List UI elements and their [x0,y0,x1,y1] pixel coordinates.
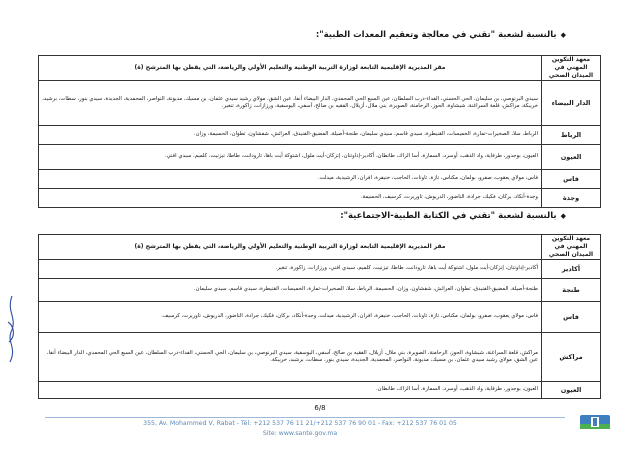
section-title-2 [340,211,566,221]
table-sterilization [38,55,601,208]
section-title-text: بالنسبة لشعبة "تقني في معالجة وتعقيم المعدات الطبية": [315,30,557,40]
row-city: الرباط [542,126,601,145]
table-row [39,333,601,382]
row-city: العيون [542,145,601,170]
table-row [39,81,601,126]
header-directorates: مقر المديرية الإقليمية التابعة لوزارة التربية الوطنية والتعليم الأولي والرياضة، التي يقطن بها المترشح (ة) [39,235,542,260]
row-city: طنجة [542,279,601,302]
row-city: فاس [542,170,601,189]
table-header-row [39,56,601,81]
row-provinces: فاس، مولاي يعقوب، صفرو، بولمان، مكناس، تازة، تاونات، الحاجب، خنيفرة، افران، الرشيدية، ميدلت. [39,170,542,189]
section-title-1 [316,30,566,40]
table-row [39,260,601,279]
bullet-icon: ◆ [560,31,566,39]
row-city: مراكش [542,333,601,382]
row-city: أكادير [542,260,601,279]
page-number: 6/8 [314,404,326,412]
ministry-logo-icon [578,412,612,434]
row-city: وجدة [542,189,601,208]
footer-divider [45,417,565,418]
handwritten-signature [2,292,24,372]
row-provinces: العيون، بوجدور، طرفاية، واد الذهب، أوسرد، السمارة، أسا الزاك، طانطان. [39,382,542,399]
table-medical-secretariat [38,234,601,399]
row-provinces: سيدي البرنوصي، بن سليمان، الحي الحسني، الفداء-درب السلطان، عين السبع الحي المحمدي، الدار البيضاء أنفا، عين الشق، مولاي رشيد سيدي عثمان، بن مسيك، مديونة، النواصر، المحمدية، الجديدة، سيدي بنور، سطات، برشيد، خريبكة، مراكش، قلعة السراغنة، شيشاوة، الحوز، الرحامنة، الصويرة، بني ملال، أزيلال، الفقيه بن صالح، آسفي، اليوسفية، ورزازات، زاكورة، تنغير. [39,81,542,126]
header-directorates: مقر المديرية الإقليمية التابعة لوزارة التربية الوطنية والتعليم الأولي والرياضة، التي يقطن بها المترشح (ة) [39,56,542,81]
row-provinces: فاس، مولاي يعقوب، صفرو، بولمان، مكناس، تازة، تاونات، الحاجب، خنيفرة، افران، الرشيدية، ميدلت، وجدة-أنكاد، بركان، فكيك، جرادة، الناضور، الدريوش، تاوريرت، كرسيف. [39,302,542,333]
bullet-icon: ◆ [560,212,566,220]
row-provinces: مراكش، قلعة السراغنة، شيشاوة، الحوز، الرحامنة، الصويرة، بني ملال، أزيلال، الفقيه بن صالح، آسفي، اليوسفية، سيدي البرنوصي، بن سليمان، الحي الحسني، الفداء-درب السلطان، عين السبع الحي المحمدي، الدار البيضاء أنفا، عين الشق، مولاي رشيد سيدي عثمان، بن مسيك، مديونة، النواصر، المحمدية، الجديدة، سيدي بنور، سطات، برشيد، خريبكة. [39,333,542,382]
header-institute: معهد التكوين المهني في الميدان الصحي [542,235,601,260]
row-provinces: طنجة-أصيلة، المضيق-الفنيدق، تطوان، العرائش، شفشاون، وزان، الحسيمة، الرباط، سلا، الصخيرات-تمارة، الخميسات، القنيطرة، سيدي قاسم، سيدي سليمان. [39,279,542,302]
table-row [39,126,601,145]
footer-website: Site: www.sante.gov.ma [262,430,338,437]
row-provinces: العيون، بوجدور، طرفاية، واد الذهب، أوسرد، السمارة، أسا الزاك، طانطان، أكادير-إداوتنان، إنزكان-أيت ملول، اشتوكة أيت باها، تارودانت، طاطا، تيزنيت، كلميم، سيدي افني. [39,145,542,170]
row-city: فاس [542,302,601,333]
footer-address: 355, Av. Mohammed V, Rabat - Tél: +212 537 76 11 21/+212 537 76 90 01 - Fax: +212 537 76 01 05 [143,420,457,427]
row-city: الدار البيضاء [542,81,601,126]
row-provinces: أكادير-إداوتنان، إنزكان-أيت ملول، اشتوكة أيت باها، تارودانت، طاطا، تيزنيت، كلميم، سيدي افني، ورزازات، زاكورة، تنغير. [39,260,542,279]
row-provinces: وجدة-أنكاد، بركان، فكيك، جرادة، الناضور، الدريوش، تاوريرت، كرسيف، الحسيمة. [39,189,542,208]
table-row [39,170,601,189]
table-row [39,382,601,399]
table-row [39,189,601,208]
table-row [39,279,601,302]
row-provinces: الرباط، سلا، الصخيرات-تمارة، الخميسات، القنيطرة، سيدي قاسم، سيدي سليمان، طنجة-أصيلة، المضيق-الفنيدق، العرائش، شفشاون، تطوان، الحسيمة، وزان. [39,126,542,145]
row-city: العيون [542,382,601,399]
header-institute: معهد التكوين المهني في الميدان الصحي [542,56,601,81]
table-header-row [39,235,601,260]
table-row [39,302,601,333]
table-row [39,145,601,170]
section-title-text: بالنسبة لشعبة "تقني في الكتابة الطبية-الاجتماعية": [340,211,557,221]
